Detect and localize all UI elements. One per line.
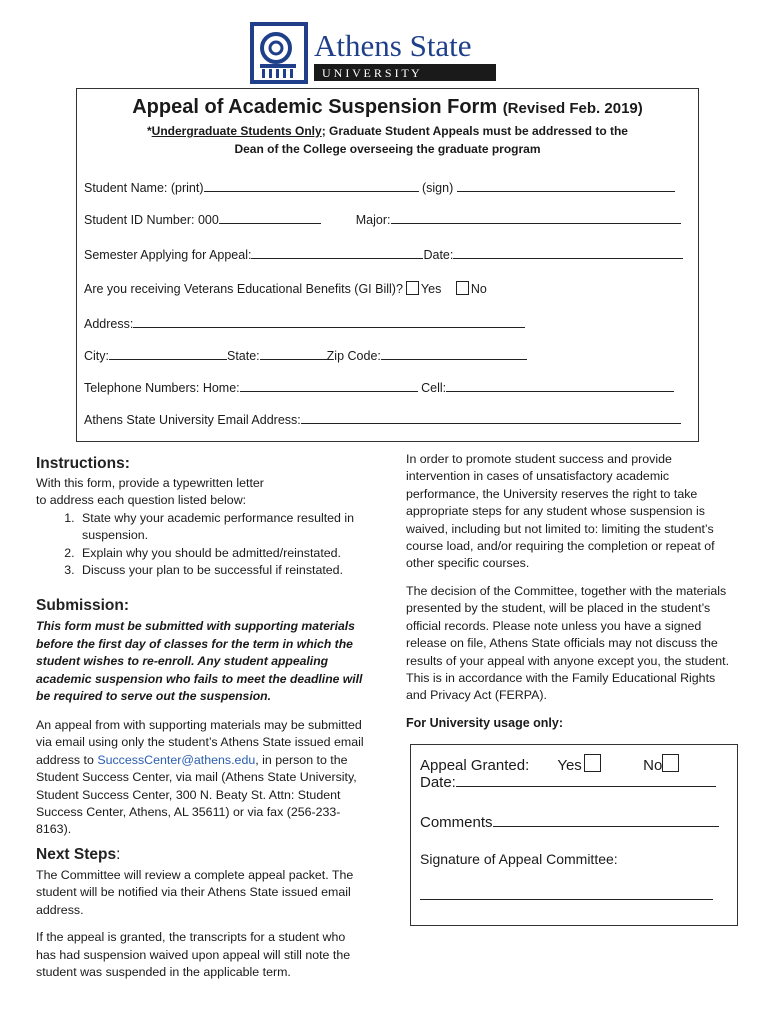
email-field[interactable] [301,412,681,424]
list-item: 2. Explain why you should be admitted/reinstated. [78,545,366,562]
state-field[interactable] [260,348,327,360]
list-item: 1. State why your academic performance resulted in suspension. [78,510,366,545]
subtitle-underlined: Undergraduate Students Only [151,124,322,138]
instructions-intro-1: With this form, provide a typewritten letter [36,476,264,490]
student-success-paragraph: In order to promote student success and provide intervention in cases of unsatisfactory academic performance, the University reserves the right to take appropriate steps for any student whose suspension is waived, including but not limited to: limiting the student’s course load, and/or requiring the completion or repeat of other specific courses. [406,452,715,571]
student-id-field[interactable] [219,212,321,224]
comments-label: Comments [420,814,493,831]
submission-deadline-warning: This form must be submitted with supporting materials before the first day of classes for the term in which the student wishes to re-enroll. Any student appealing academic suspension who fails to meet the deadline will be required to serve out the suspension. [36,619,363,704]
university-usage-label: For University usage only: [406,716,563,730]
granted-yes-checkbox[interactable] [584,754,601,772]
submission-section [36,597,364,839]
subtitle-line2: Dean of the College overseeing the graduate program [234,142,541,156]
semester-field[interactable] [251,247,423,259]
address-row [84,316,525,331]
cell-label: Cell: [421,381,447,395]
granted-yes-label: Yes [557,757,582,774]
student-name-field[interactable] [204,180,419,192]
submission-text-2: , in person to the Student Success Center, via mail (Athens State University, Student Success Center, 300 N. Beaty St. Attn: Student Success Center, Athens, AL 35611) or via fax (256-233-8163). [36,752,357,837]
logo-university: U N I V E R S I T Y [322,66,420,80]
home-phone-field[interactable] [240,380,418,392]
veterans-row [84,281,487,296]
zip-field[interactable] [381,348,527,360]
date-label: Date: [423,248,454,262]
date-field[interactable] [453,247,683,259]
student-name-row [84,180,675,195]
submission-heading: Submission: [36,597,130,614]
subtitle-prefix: * [147,124,152,138]
appeal-granted-label: Appeal Granted: [420,757,530,774]
address-field[interactable] [133,316,525,328]
revised-date: (Revised Feb. 2019) [502,100,643,117]
appeal-granted-row [420,754,679,774]
subtitle-rest: ; Graduate Student Appeals must be addressed to the [321,124,628,138]
sign-label: (sign) [421,181,454,195]
student-id-label: Student ID Number: 000 [84,213,219,227]
cell-phone-field[interactable] [446,380,674,392]
form-title [76,96,699,119]
instructions-section [36,455,366,579]
semester-label: Semester Applying for Appeal: [84,248,252,262]
submission-instructions [36,717,364,839]
committee-signature-line[interactable] [420,899,713,900]
semester-row [84,247,683,262]
major-field[interactable] [391,212,681,224]
logo-name: Athens State [314,28,472,63]
instructions-list [36,510,366,580]
admin-date-label: Date: [420,774,456,791]
signature-committee-label: Signature of Appeal Committee: [420,851,618,867]
next-steps-para-2: If the appeal is granted, the transcripts for a student who has had suspension waived upon appeal will still note the student was suspended in the applicable term. [36,930,351,980]
athens-state-logo [250,22,498,84]
city-label: City: [84,349,109,363]
address-label: Address: [84,317,134,331]
granted-no-checkbox[interactable] [662,754,679,772]
list-item: 3. Discuss your plan to be successful if reinstated. [78,562,366,579]
student-id-row [84,212,681,227]
student-name-label: Student Name: (print) [84,181,204,195]
submission-text-1: An appeal from with supporting materials may be submitted via email using only the student’s Athens State issued email address to [36,717,364,767]
veterans-yes-checkbox[interactable] [406,281,419,295]
zip-label: Zip Code: [326,349,381,363]
veterans-yes-label: Yes [420,282,442,296]
state-label: State: [227,349,260,363]
email-label: Athens State University Email Address: [84,413,301,427]
veterans-question: Are you receiving Veterans Educational Benefits (GI Bill)? [84,282,403,296]
next-steps-para-1: The Committee will review a complete appeal packet. The student will be notified via their Athens State issued email address. [36,868,354,917]
admin-date-field[interactable] [456,773,716,787]
success-center-email-link[interactable]: SuccessCenter@athens.edu [97,752,256,767]
telephone-label: Telephone Numbers: Home: [84,381,240,395]
city-field[interactable] [109,348,227,360]
granted-no-label: No [643,757,663,774]
signature-field[interactable] [457,180,675,192]
comments-row [420,813,719,831]
next-steps-heading: Next Steps [36,846,117,863]
major-label: Major: [355,213,391,227]
instructions-intro-2: to address each question listed below: [36,493,247,508]
email-row [84,412,681,427]
comments-field[interactable] [493,813,719,827]
ferpa-paragraph: The decision of the Committee, together with the materials presented by the student, will be placed in the student’s official records. Please note unless you have a signed release on file, Athens State officials may not discuss the results of your appeal with anyone except you, the student. This is in accordance with the Family Educational Rights and Privacy Act (FERPA). [406,584,730,703]
admin-date-row [420,773,716,791]
veterans-no-label: No [470,282,487,296]
next-steps-section [36,846,366,981]
next-steps-colon: : [116,846,121,863]
form-subtitle [76,122,699,158]
form-title-text: Appeal of Academic Suspension Form [132,96,498,118]
instructions-heading: Instructions: [36,455,130,472]
city-state-zip-row [84,348,527,363]
veterans-no-checkbox[interactable] [456,281,469,295]
telephone-row [84,380,674,395]
